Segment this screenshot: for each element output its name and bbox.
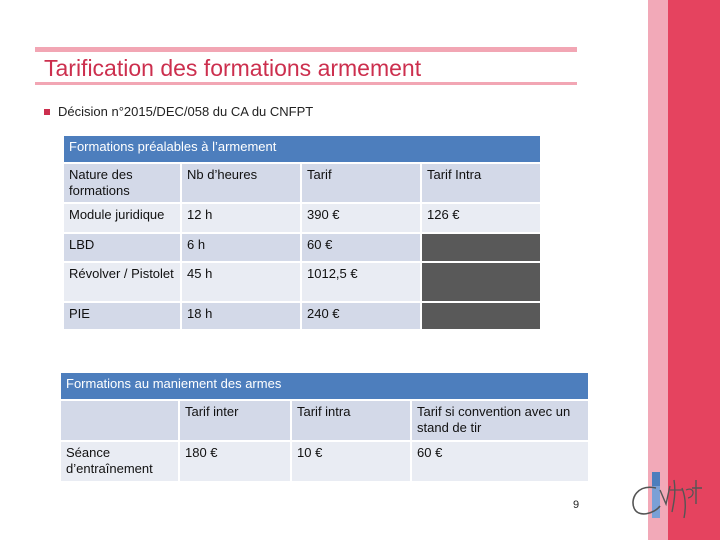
table-cell: 126 € — [421, 203, 541, 233]
bullet-text: Décision n°2015/DEC/058 du CA du CNFPT — [58, 104, 314, 119]
table-cell: Module juridique — [63, 203, 181, 233]
title-top-rule — [35, 47, 577, 52]
table-cell: 18 h — [181, 302, 301, 330]
table-cell: LBD — [63, 233, 181, 262]
table-caption: Formations au maniement des armes — [60, 372, 589, 400]
blocked-cell — [421, 302, 541, 330]
column-header: Tarif si convention avec un stand de tir — [411, 400, 589, 441]
table-cell: 180 € — [179, 441, 291, 482]
table-cell: 390 € — [301, 203, 421, 233]
column-header: Tarif Intra — [421, 163, 541, 203]
pricing-table-preliminary — [62, 134, 542, 331]
column-header: Tarif inter — [179, 400, 291, 441]
table-cell: PIE — [63, 302, 181, 330]
column-header: Tarif — [301, 163, 421, 203]
column-header — [60, 400, 179, 441]
table-cell: 240 € — [301, 302, 421, 330]
pricing-table-weapons — [59, 371, 590, 483]
bullet-icon — [44, 109, 50, 115]
table-cell: 10 € — [291, 441, 411, 482]
blocked-cell — [421, 262, 541, 302]
blocked-cell — [421, 233, 541, 262]
column-header: Tarif intra — [291, 400, 411, 441]
table-cell: Révolver / Pistolet — [63, 262, 181, 302]
table-cell: Séance d’entraînement — [60, 441, 179, 482]
cnfpt-logo — [626, 468, 714, 528]
column-header: Nature des formations — [63, 163, 181, 203]
column-header: Nb d’heures — [181, 163, 301, 203]
table-cell: 60 € — [301, 233, 421, 262]
table-cell: 1012,5 € — [301, 262, 421, 302]
title-bottom-rule — [35, 82, 577, 85]
decorative-stripe-dark — [668, 0, 720, 540]
table-cell: 60 € — [411, 441, 589, 482]
table-cell: 45 h — [181, 262, 301, 302]
slide-title: Tarification des formations armement — [44, 55, 422, 81]
decorative-stripe-light — [648, 0, 668, 540]
table-cell: 12 h — [181, 203, 301, 233]
table-cell: 6 h — [181, 233, 301, 262]
table-caption: Formations préalables à l’armement — [63, 135, 541, 163]
page-number: 9 — [573, 499, 580, 511]
